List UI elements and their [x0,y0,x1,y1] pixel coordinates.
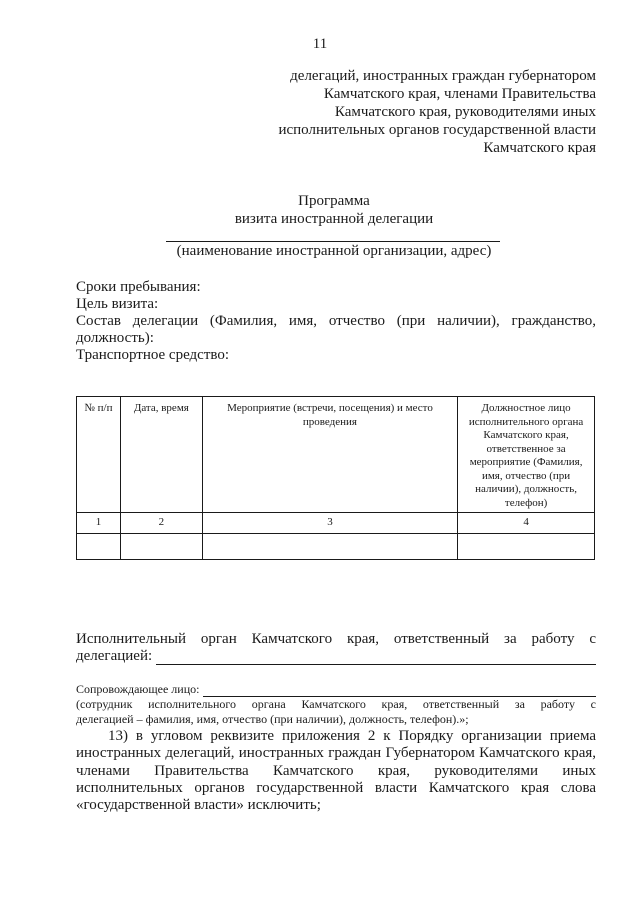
item-13-paragraph [76,728,596,814]
header-number: № п/п [77,397,121,513]
table-cell: 2 [120,513,202,534]
composition-label-cont: должность): [76,330,154,346]
responsible-fill-line [156,652,596,665]
corner-heading-line: Камчатского края, руководителями иных [334,104,596,120]
table-cell [202,534,457,560]
table-numbering-row [77,513,595,534]
paragraph-line: 13) в угловом реквизите приложения 2 к Порядку организации приема [108,728,596,744]
program-subtitle: визита иностранной делегации [234,211,434,227]
visit-purpose-label: Цель визита: [76,296,159,312]
paragraph-line: членами Правительства Камчатского края, руководителями иных [76,762,596,779]
header-date-time: Дата, время [120,397,202,513]
table-cell [77,534,121,560]
escort-note-cont: делегацией – фамилия, имя, отчество (при наличии), должность, телефон).»; [76,712,469,726]
table-row [77,534,595,560]
table-cell: 3 [202,513,457,534]
corner-heading-line: Камчатского края [483,140,596,156]
header-event: Мероприятие (встречи, посещения) и место проведения [202,397,457,513]
organization-caption: (наименование иностранной организации, адрес) [176,243,492,259]
paragraph-line: «государственной власти» исключить; [76,797,321,814]
program-title: Программа [298,193,370,209]
paragraph-line: исполнительных органов государственной власти Камчатского края слова [76,779,596,796]
corner-heading-line: исполнительных органов государственной власти [278,122,596,138]
program-table [76,396,595,560]
responsible-body [76,631,596,665]
organization-name-line [166,241,500,242]
page-number: 11 [312,36,328,52]
stay-period-label: Сроки пребывания: [76,279,201,295]
header-responsible-official: Должностное лицо исполнительного органа Камчатского края, ответственное за мероприятие (Фамилия, имя, отчество (при наличии), должность, телефон) [458,397,595,513]
table-cell: 4 [458,513,595,534]
escort-note: (сотрудник исполнительного органа Камчатского края, ответственный за работу с [76,697,596,711]
responsible-label-cont: делегацией: [76,648,153,664]
transport-label: Транспортное средство: [76,347,230,363]
delegation-fields [76,279,596,364]
corner-heading [216,67,596,157]
responsible-label: Исполнительный орган Камчатского края, ответственный за работу с [76,631,596,647]
responsible-line-2 [76,648,596,665]
escort-line-1 [76,682,596,697]
escort-block [76,682,596,727]
table-header-row [77,397,595,513]
composition-label: Состав делегации (Фамилия, имя, отчество (при наличии), гражданство, [76,313,596,329]
table-cell [458,534,595,560]
table-cell [120,534,202,560]
escort-fill-line [203,686,596,697]
escort-label: Сопровождающее лицо: [76,682,200,696]
program-title-block [0,192,640,228]
table-cell: 1 [77,513,121,534]
paragraph-line: иностранных делегаций, иностранных граждан Губернатором Камчатского края, [76,745,596,762]
corner-heading-line: делегаций, иностранных граждан губернатором [290,68,596,84]
corner-heading-line: Камчатского края, членами Правительства [323,86,596,102]
